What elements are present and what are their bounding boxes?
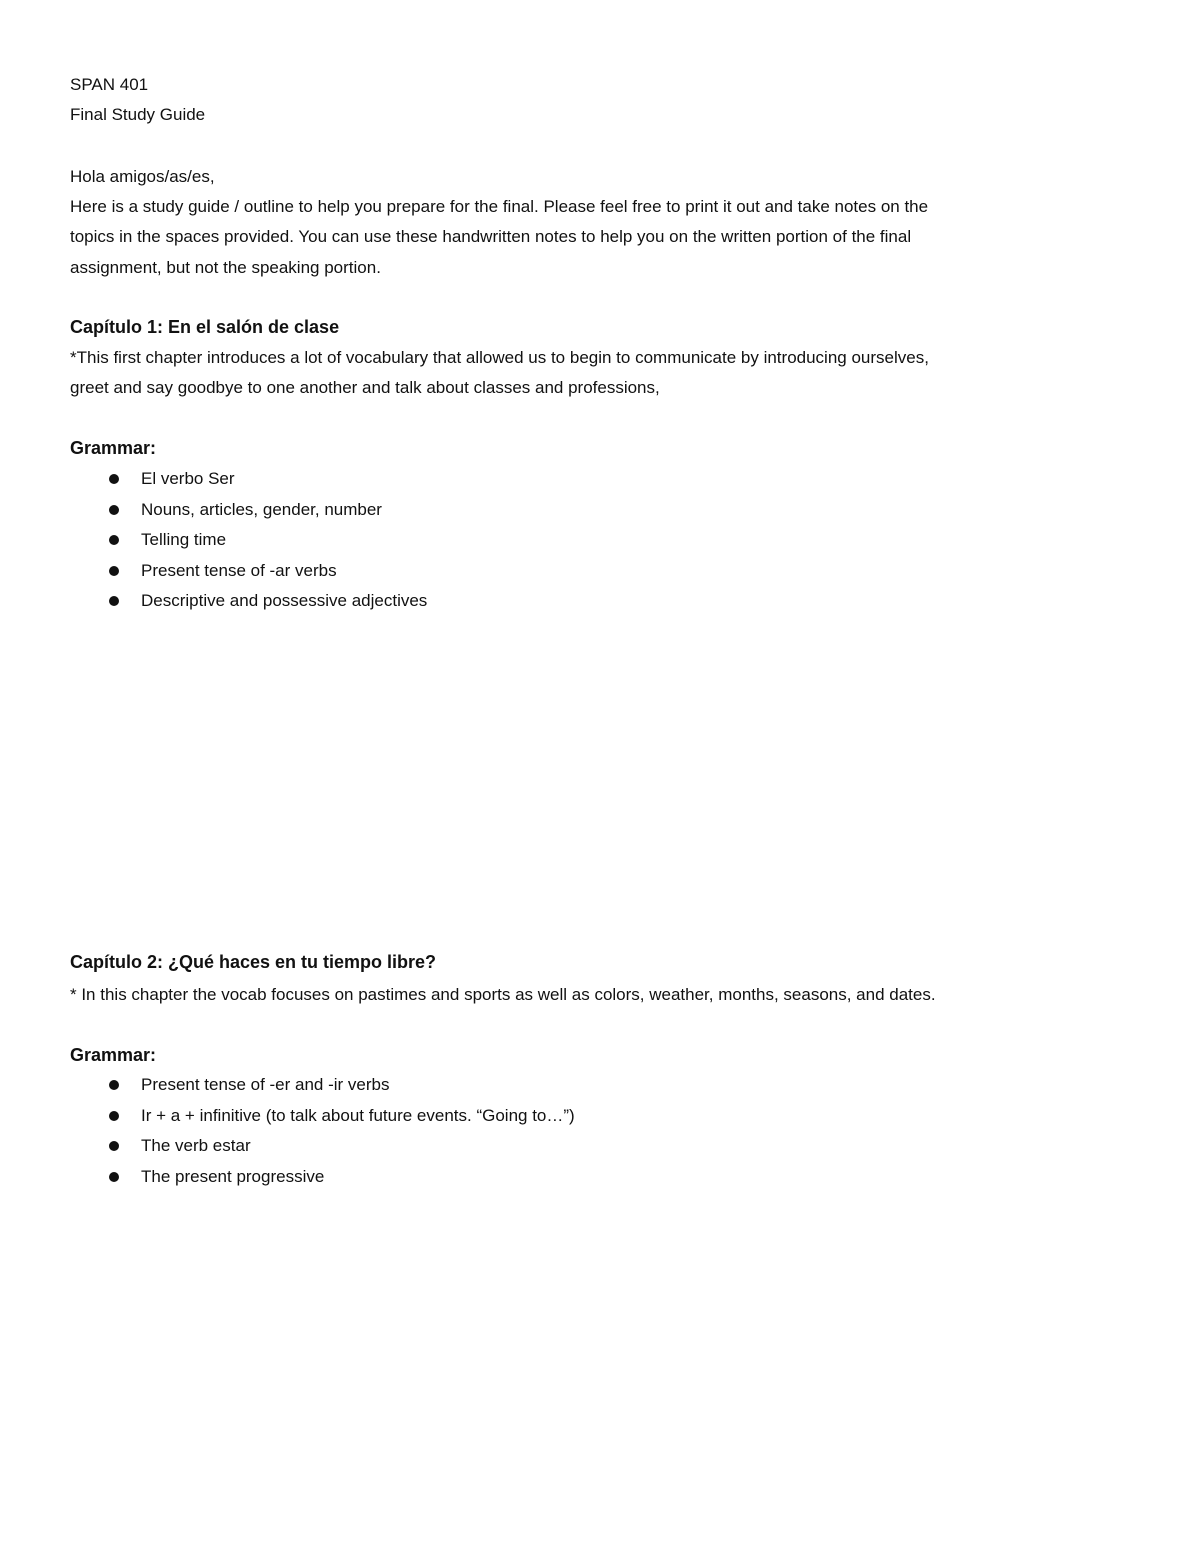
bullet-icon bbox=[109, 1111, 119, 1121]
grammar-item-text: The present progressive bbox=[141, 1166, 325, 1186]
grammar-item-text: Descriptive and possessive adjectives bbox=[141, 591, 428, 610]
chapter2-description-line-1: * In this chapter the vocab focuses on pastimes and sports as well as colors, weather, months, seasons, and dates. bbox=[70, 985, 936, 1004]
course-code: SPAN 401 bbox=[70, 75, 149, 94]
greeting: Hola amigos/as/es, bbox=[70, 167, 215, 186]
chapter1-description-line-2: greet and say goodbye to one another and talk about classes and professions, bbox=[70, 378, 660, 397]
grammar-item-text: Telling time bbox=[141, 530, 227, 549]
bullet-icon bbox=[109, 505, 119, 515]
bullet-icon bbox=[109, 1080, 119, 1090]
bullet-icon bbox=[109, 596, 119, 606]
bullet-icon bbox=[109, 474, 119, 484]
grammar-item-text: Nouns, articles, gender, number bbox=[141, 499, 382, 519]
chapter1-description-line-1: *This first chapter introduces a lot of vocabulary that allowed us to begin to communicate by introducing ourselves, bbox=[70, 348, 929, 367]
intro-line-1: Here is a study guide / outline to help you prepare for the final. Please feel free to print it out and take notes on the bbox=[70, 197, 929, 216]
bullet-icon bbox=[109, 1141, 119, 1151]
chapter2-grammar-label: Grammar: bbox=[70, 1045, 157, 1065]
grammar-item-text: El verbo Ser bbox=[141, 469, 235, 488]
grammar-item-text: Present tense of -ar verbs bbox=[141, 560, 337, 580]
chapter1-heading: Capítulo 1: En el salón de clase bbox=[70, 317, 340, 337]
grammar-item-text: Ir + a + infinitive (to talk about future events. “Going to…”) bbox=[141, 1105, 575, 1125]
chapter1-grammar-label: Grammar: bbox=[70, 438, 157, 458]
chapter2-heading: Capítulo 2: ¿Qué haces en tu tiempo libre? bbox=[70, 952, 437, 972]
intro-line-3: assignment, but not the speaking portion. bbox=[70, 258, 381, 277]
grammar-item-text: The verb estar bbox=[141, 1136, 251, 1155]
bullet-icon bbox=[109, 535, 119, 545]
bullet-icon bbox=[109, 566, 119, 576]
document-title: Final Study Guide bbox=[70, 105, 206, 124]
bullet-icon bbox=[109, 1172, 119, 1182]
grammar-item-text: Present tense of -er and -ir verbs bbox=[141, 1075, 390, 1094]
intro-line-2: topics in the spaces provided. You can use these handwritten notes to help you on the written portion of the final bbox=[70, 227, 912, 246]
